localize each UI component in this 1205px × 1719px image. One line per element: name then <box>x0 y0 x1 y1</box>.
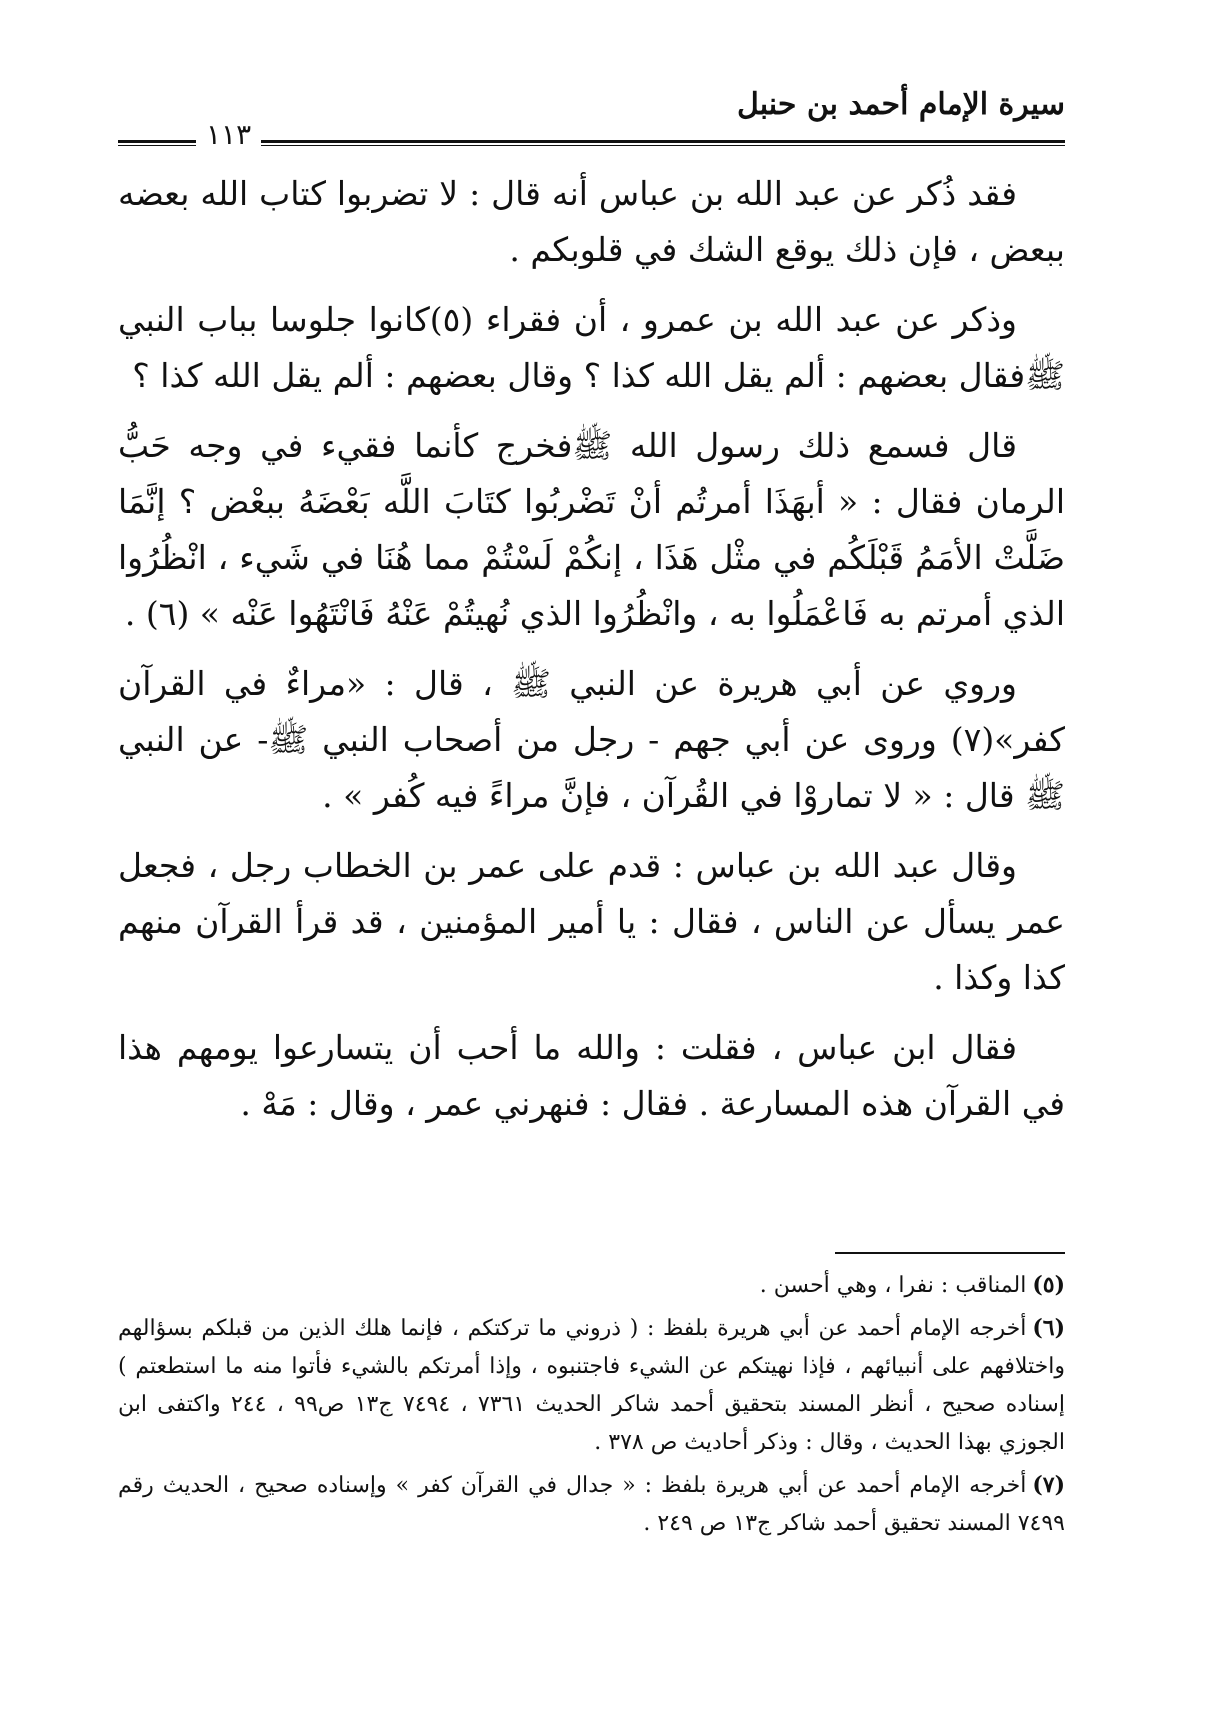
paragraph: فقد ذُكر عن عبد الله بن عباس أنه قال : لا تضربوا كتاب الله بعضه ببعض ، فإن ذلك يوقع الشك في قلوبكم . <box>118 174 1065 269</box>
paragraph: وروي عن أبي هريرة عن النبي ﷺ ، قال : «مراءٌ في القرآن كفر»(٧) وروى عن أبي جهم - رجل من أصحاب النبي ﷺ- عن النبي ﷺ قال : « لا تماروْا في القُرآن ، فإنَّ مراءً فيه كُفر » . <box>118 664 1065 815</box>
main-text <box>118 166 1065 1146</box>
footnote-number: (٧) <box>1032 1472 1065 1498</box>
footnote <box>118 1266 1065 1305</box>
footnote-separator <box>835 1252 1065 1254</box>
footnote-text: أخرجه الإمام أحمد عن أبي هريرة بلفظ : « جدال في القرآن كفر » وإسناده صحيح ، الحديث رقم ٧٤٩٩ المسند تحقيق أحمد شاكر ج١٣ ص ٢٤٩ . <box>118 1473 1065 1536</box>
footnote-number: (٦) <box>1032 1315 1065 1341</box>
footnotes <box>118 1266 1065 1547</box>
paragraph: وقال عبد الله بن عباس : قدم على عمر بن الخطاب رجل ، فجعل عمر يسأل عن الناس ، فقال : يا أمير المؤمنين ، قد قرأ القرآن منهم كذا وكذا . <box>118 846 1065 997</box>
paragraph: فقال ابن عباس ، فقلت : والله ما أحب أن يتسارعوا يومهم هذا في القرآن هذه المسارعة . فقال : فنهرني عمر ، وقال : مَهْ . <box>118 1028 1065 1123</box>
footnote-text: أخرجه الإمام أحمد عن أبي هريرة بلفظ : ( ذروني ما تركتكم ، فإنما هلك الذين من قبلكم بسؤالهم واختلافهم على أنبيائهم ، فإذا نهيتكم عن الشيء فاجتنبوه ، وإذا أمرتكم بالشيء فأتوا منه ما استطعتم ) إسناده صحيح ، أنظر المسند بتحقيق أحمد شاكر الحديث ٧٣٦١ ، ٧٤٩٤ ج١٣ ص٩٩ ، ٢٤٤ واكتفى ابن الجوزي بهذا الحديث ، وقال : وذكر أحاديث ص ٣٧٨ . <box>118 1316 1065 1455</box>
page-number: ١١٣ <box>196 120 261 150</box>
footnote-text: المناقب : نفرا ، وهي أحسن . <box>759 1273 1027 1298</box>
page-header <box>118 87 1065 151</box>
footnote <box>118 1466 1065 1543</box>
footnote <box>118 1309 1065 1462</box>
paragraph: وذكر عن عبد الله بن عمرو ، أن فقراء (٥)كانوا جلوسا بباب النبي ﷺفقال بعضهم : ألم يقل الله كذا ؟ وقال بعضهم : ألم يقل الله كذا ؟ <box>118 300 1065 395</box>
running-title: سيرة الإمام أحمد بن حنبل <box>737 87 1065 122</box>
paragraph: قال فسمع ذلك رسول الله ﷺفخرج كأنما فقيء في وجه حَبُّ الرمان فقال : « أبهَذَا أمرتُم أنْ تَضْربُوا كتَابَ اللَّه بَعْضَهُ ببعْض ؟ إنَّمَا ضَلَّتْ الأمَمُ قَبْلَكُم في مثْل هَذَا ، إنكُمْ لَسْتُمْ مما هُنَا في شَيء ، انْظُرُوا الذي أمرتم به فَاعْمَلُوا به ، وانْظُرُوا الذي نُهيتُمْ عَنْهُ فَانْتَهُوا عَنْه » (٦) . <box>118 426 1065 633</box>
footnote-number: (٥) <box>1032 1272 1065 1298</box>
